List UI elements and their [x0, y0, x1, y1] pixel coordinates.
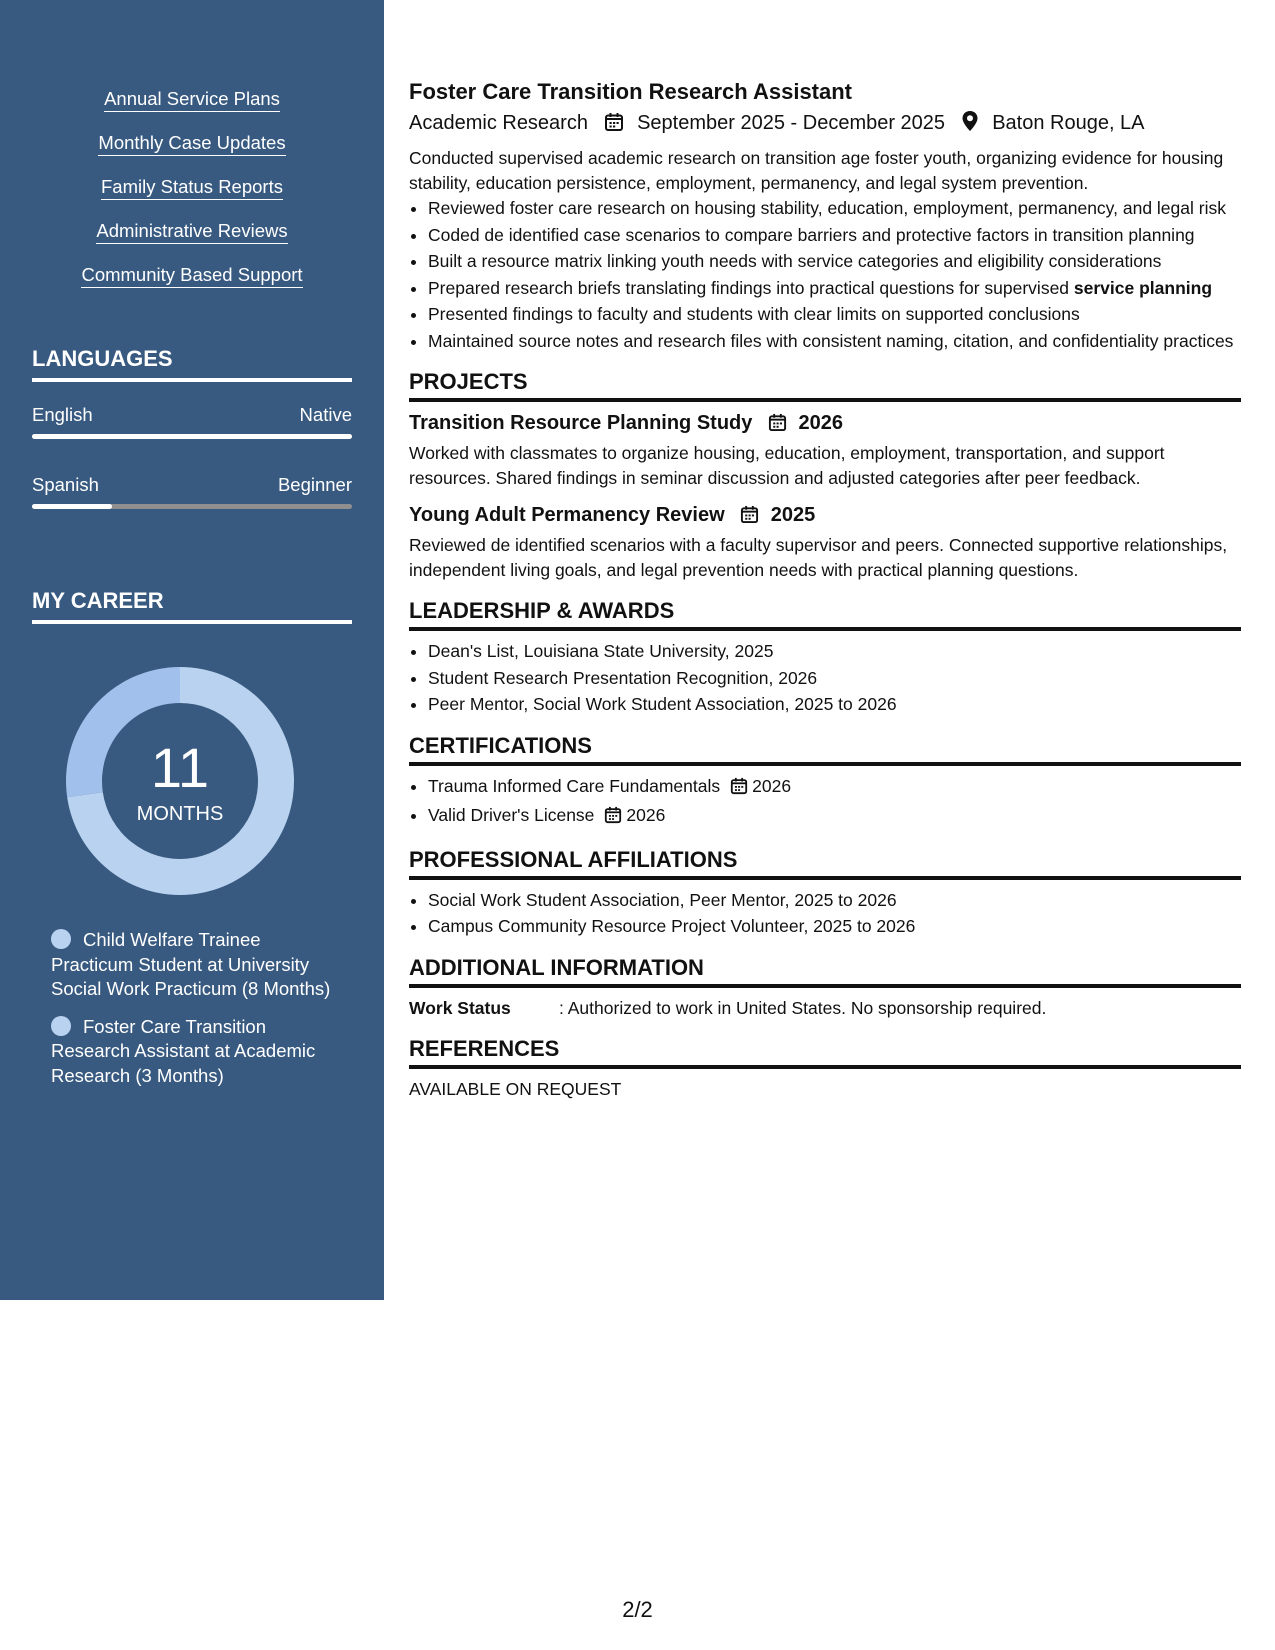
- affiliations-list: [409, 888, 1241, 939]
- career-list: [51, 928, 341, 1101]
- certification-year: 2026: [752, 775, 792, 796]
- work-status-label: Work Status: [409, 997, 511, 1018]
- job-bullets: [409, 196, 1241, 353]
- language-row-english: [32, 404, 352, 426]
- project-title: [409, 410, 1241, 439]
- certifications-heading: CERTIFICATIONS: [409, 733, 1241, 766]
- sidebar-link-administrative-reviews[interactable]: Administrative Reviews: [96, 220, 287, 244]
- references-heading: REFERENCES: [409, 1036, 1241, 1069]
- project-name: Transition Resource Planning Study: [409, 412, 753, 434]
- career-item-text: Child Welfare Trainee Practicum Student at University Social Work Practicum (8 Months): [51, 929, 331, 999]
- calendar-icon: [730, 777, 748, 802]
- career-item: [51, 928, 341, 1002]
- work-status-row: [409, 996, 1241, 1021]
- job-summary: Conducted supervised academic research on transition age foster youth, organizing evidence for housing stability, education persistence, employment, permanency, and legal system prevention.: [409, 148, 1224, 193]
- job-organization: Academic Research: [409, 112, 588, 134]
- language-level: Native: [299, 404, 352, 425]
- projects-heading: PROJECTS: [409, 369, 1241, 402]
- language-bar-spanish: [32, 504, 352, 509]
- sidebar: [0, 0, 384, 1300]
- project-description: Worked with classmates to organize housing, education, employment, transportation, and support resources. Shared findings in seminar discussion and adjusted categories after peer feedback.: [409, 443, 1165, 488]
- job-meta: [409, 109, 1241, 140]
- career-total-unit: MONTHS: [136, 803, 224, 825]
- map-pin-icon: [961, 110, 979, 140]
- languages-heading: LANGUAGES: [32, 346, 352, 382]
- leadership-heading: LEADERSHIP & AWARDS: [409, 598, 1241, 631]
- job-bullet: [428, 276, 1241, 301]
- calendar-icon: [604, 112, 624, 140]
- language-bar-fill: [32, 434, 352, 439]
- job-bullet: • Reviewed foster care research on housing stability, education, employment, permanency, and legal risk: [428, 196, 1241, 221]
- project-description: Reviewed de identified scenarios with a faculty supervisor and peers. Connected supportive relationships, independent living goals, and legal prevention needs with practical planning questions.: [409, 535, 1228, 580]
- leadership-item: • Student Research Presentation Recognition, 2026: [428, 666, 1241, 691]
- job-bullet: • Presented findings to faculty and students with clear limits on supported conclusions: [428, 302, 1241, 327]
- job-bullet-bold-text: service planning: [1073, 277, 1213, 298]
- additional-info-heading: ADDITIONAL INFORMATION: [409, 955, 1241, 988]
- work-status-value: : Authorized to work in United States. No sponsorship required.: [559, 997, 1047, 1018]
- project-year: 2026: [798, 412, 844, 434]
- sidebar-link-annual-service-plans[interactable]: Annual Service Plans: [104, 88, 280, 112]
- certifications-list: [409, 774, 1241, 831]
- references-text: AVAILABLE ON REQUEST: [409, 1079, 622, 1099]
- language-bar-english: [32, 434, 352, 439]
- affiliation-item: • Campus Community Resource Project Volunteer, 2025 to 2026: [428, 914, 1241, 939]
- job-location: Baton Rouge, LA: [992, 112, 1145, 134]
- sidebar-link-community-based-support[interactable]: Community Based Support: [81, 264, 302, 288]
- affiliation-item: • Social Work Student Association, Peer Mentor, 2025 to 2026: [428, 888, 1241, 913]
- calendar-icon: [604, 806, 622, 831]
- project-title: [409, 502, 1241, 531]
- language-name: English: [32, 404, 93, 425]
- certification-item: [428, 803, 1241, 831]
- page-number: 2/2: [622, 1597, 653, 1622]
- job-bullet-text: Prepared research briefs translating findings into practical questions for supervised: [428, 277, 1074, 298]
- circle-dot-icon: [51, 1016, 71, 1036]
- language-row-spanish: [32, 474, 352, 496]
- career-total-number: 11: [150, 736, 210, 799]
- calendar-icon: [768, 413, 787, 439]
- leadership-list: [409, 639, 1241, 717]
- sidebar-links: [0, 88, 384, 308]
- job-bullet: • Coded de identified case scenarios to compare barriers and protective factors in transition planning: [428, 223, 1241, 248]
- job-bullet: • Maintained source notes and research files with consistent naming, citation, and confidentiality practices: [428, 329, 1241, 354]
- language-bar-fill: [32, 504, 112, 509]
- career-item: [51, 1015, 341, 1089]
- leadership-item: • Peer Mentor, Social Work Student Association, 2025 to 2026: [428, 692, 1241, 717]
- job-bullet: • Built a resource matrix linking youth needs with service categories and eligibility considerations: [428, 249, 1241, 274]
- affiliations-heading: PROFESSIONAL AFFILIATIONS: [409, 847, 1241, 880]
- career-heading: MY CAREER: [32, 588, 352, 624]
- career-item-text: Foster Care Transition Research Assistant at Academic Research (3 Months): [51, 1015, 316, 1086]
- sidebar-link-family-status-reports[interactable]: Family Status Reports: [101, 176, 283, 200]
- language-name: Spanish: [32, 474, 99, 495]
- certification-item: [428, 774, 1241, 802]
- language-level: Beginner: [277, 474, 352, 495]
- certification-name: Trauma Informed Care Fundamentals: [428, 775, 721, 796]
- certification-year: 2026: [626, 805, 666, 825]
- main-content: [409, 78, 1241, 1102]
- certification-name: Valid Driver's License: [428, 805, 595, 825]
- leadership-item: • Dean's List, Louisiana State University, 2025: [428, 639, 1241, 664]
- calendar-icon: [740, 505, 759, 531]
- circle-dot-icon: [51, 929, 71, 949]
- project-name: Young Adult Permanency Review: [409, 504, 725, 526]
- job-title: Foster Care Transition Research Assistant: [409, 79, 853, 104]
- sidebar-link-monthly-case-updates[interactable]: Monthly Case Updates: [98, 132, 285, 156]
- job-dates: September 2025 - December 2025: [637, 112, 946, 134]
- project-year: 2025: [770, 504, 816, 526]
